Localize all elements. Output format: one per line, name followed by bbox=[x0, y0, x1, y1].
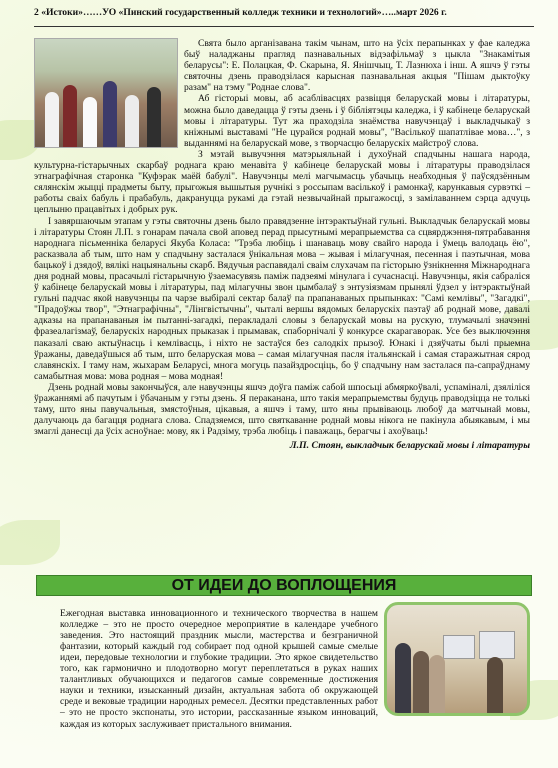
paragraph: Дзень роднай мовы закончыўся, але навучэнцы яшчэ доўга паміж сабой шпосьці абмяркоўвалі, успаміналі, дзяліліся ўражаннямі аб пачутым і ўбачаным у гэты дзень. Я пераканана, што такія мерапрыемствы будуць праводзіцца не толькі таму, што яны павучальныя, змястоўныя, цікавыя, а яшчэ і таму, што яны прывіваюць любоў да матчынай мовы, далучаюць да багацця роднага слова. Спадзяемся, што святкаванне роднай мовы нікога не пакінула абыякавым, і мы змаглі данесці да ўсіх асноўнае: мову, як і Радзіму, трэба любіць і паважаць, берагчы і ахоўваць! bbox=[34, 381, 530, 438]
paragraph: З мэтай вывучэння матэрыяльнай і духоўнай спадчыны нашага народа, культурна-гістарычных скарбаў роднага краю менавіта ў кабінеце беларускай мовы і літаратуры праводзілася этнаграфічная старонка "Куфэрак маёй бабулі". Навучэнцы мелі магчымасць убачыць неабходныя ў паўсядзённым сялянскім жыцці прадметы быту, прыгожыя вышытыя ручнікі з россыпам васількоў і рамонкаў, карункавыя сурвэткі – работы сваіх бабуль і прабабуль, дакрануцца рукамі да гэтай незвычайнай прыгажосці, з замілаваннем сэрца адчуць цеплыню працавітых і добрых рук. bbox=[34, 148, 530, 216]
section-banner bbox=[36, 575, 532, 596]
background-leaf bbox=[0, 520, 60, 565]
paragraph: І завяршаючым этапам у гэты святочны дзень было правядзенне інтэрактыўнай гульні. Выкладчык беларускай мовы і літаратуры Стоян Л.П. з гонарам пачала свой аповед перад прысутнымі мерапрыемства са сцвярджэння-пятрабавання народнага пісьменніка беларусі Якуба Коласа: "Трэба любіць і шанаваць мову свайго народа і ўмець валодаць ёю", расказвала аб тым, што нам у спадчыну засталася ўнікальная мова – жывая і мілагучная, песенная і паэтычная, мова бацькоў і дзядоў, вялікі нацыянальны скарб. Вядучыя распавядалі сваім слухачам па гісторыю ўзнікнення Міжнароднага дня роднай мовы, прасачылі гістарычную ўзаемасувязь паміж падзеямі мінулага і сучаснасці. Навучэнцы, якія сабраліся ў кабінеце беларускай мовы і літаратуры, пад мілагучны звон цымбалаў з энтузіязмам прынялі ўдзел у інтэрактыўнай гульні падчас якой навучэнцы па чарзе выбіралі сектар балаў па прапанаваных прыпынках: "Самі кемлівы", "Загадкі", "Прадоўжы твор", "Этнаграфічны", "Лінгвістычны", чыталі вершы вядомых беларускіх паэтаў аб роднай мове, давалі адказы на прапанаваныя ім пытанні-загадкі, перакладалі словы з беларускай мовы на рускую, тлумачылі значэнні фразеалагізмаў, беларускіх народных прыказак і прымавак, спаборнічалі ў конкурсе скарагаворак. Усе без выключэння паказалі сваю актыўнасць і кемлівасць, і ніхто не застаўся без салодкіх прызоў. Юнакі і дзяўчаты былі прыемна ўражаны, даведаўшыся аб тым, што беларуская мова – самая мілагучная пасля італьянскай і самая старажытная сярод славянскіх. І таму нам, жыхарам Беларусі, многа могуць пазайздросціць, бо ў спадчыну нам засталася па-сапраўднаму самабытная мова: мова родная – мова модная! bbox=[34, 215, 530, 382]
author-signature: Л.П. Стоян, выкладчык беларускай мовы і літаратуры bbox=[289, 440, 530, 452]
article-innovation-exhibition bbox=[60, 598, 530, 739]
exhibition-photo bbox=[384, 602, 530, 716]
paragraph: Свята было арганізавана такім чынам, што на ўсіх перапынках у фае каледжа быў наладжаны прагляд пазнавальных відэафільмаў з цыкла "Знакамітыя беларусы": Е. Полацкая, Ф. Скарына, Я. Янішчыц, Т. Лазнюха і інш. А яшчэ ў гэты святочны дзень праводзілася карысная пазнавальная акцыя "Пішам дыктоўку разам" на тэму "Роднае слова". bbox=[184, 38, 530, 94]
section-title: ОТ ИДЕИ ДО ВОПЛОЩЕНИЯ bbox=[171, 577, 397, 594]
article-belarusian-language-day bbox=[34, 38, 530, 451]
page-header: 2 «Истоки»……УО «Пинский государственный колледж техники и технологий»…..март 2026 г. bbox=[34, 2, 534, 27]
paragraph: Ежегодная выставка инновационного и технического творчества в нашем колледже – это не просто очередное мероприятие в календаре учебного заведения. Это настоящий праздник мысли, мастерства и безграничной фантазии, который каждый год собирает под одной крышей самые смелые идеи, передовые технологии и глубокие традиции. Это яркое свидетельство того, как гармонично и плодотворно могут переплетаться в руках наших талантливых обучающихся и педагогов самые современные достижения науки и техники, изысканный дизайн, актуальная забота об окружающей среде и вековые традиции народных ремесел. Десятки представленных работ – это не просто экспонаты, это истории, рассказанные языком инноваций, каждая из которых заслуживает пристального внимания. bbox=[60, 607, 378, 730]
paragraph: Аб гісторыі мовы, аб асаблівасцях развіцця беларускай мовы і літаратуры, можна было даведацца ў гэты дзень і ў бібліятэцы каледжа, і ў кабінеце беларускай мовы і літаратуры. Тут жа праходзіла знаёмства навучэнцаў і выкладчыкаў з кніжнымі выставамі "Не цурайся роднай мовы", "Васількоў шапатлівае мова…", з выданнямі на беларускай мове, з творчасцю беларускіх майстроў слова. bbox=[184, 93, 530, 149]
students-photo bbox=[34, 38, 178, 148]
